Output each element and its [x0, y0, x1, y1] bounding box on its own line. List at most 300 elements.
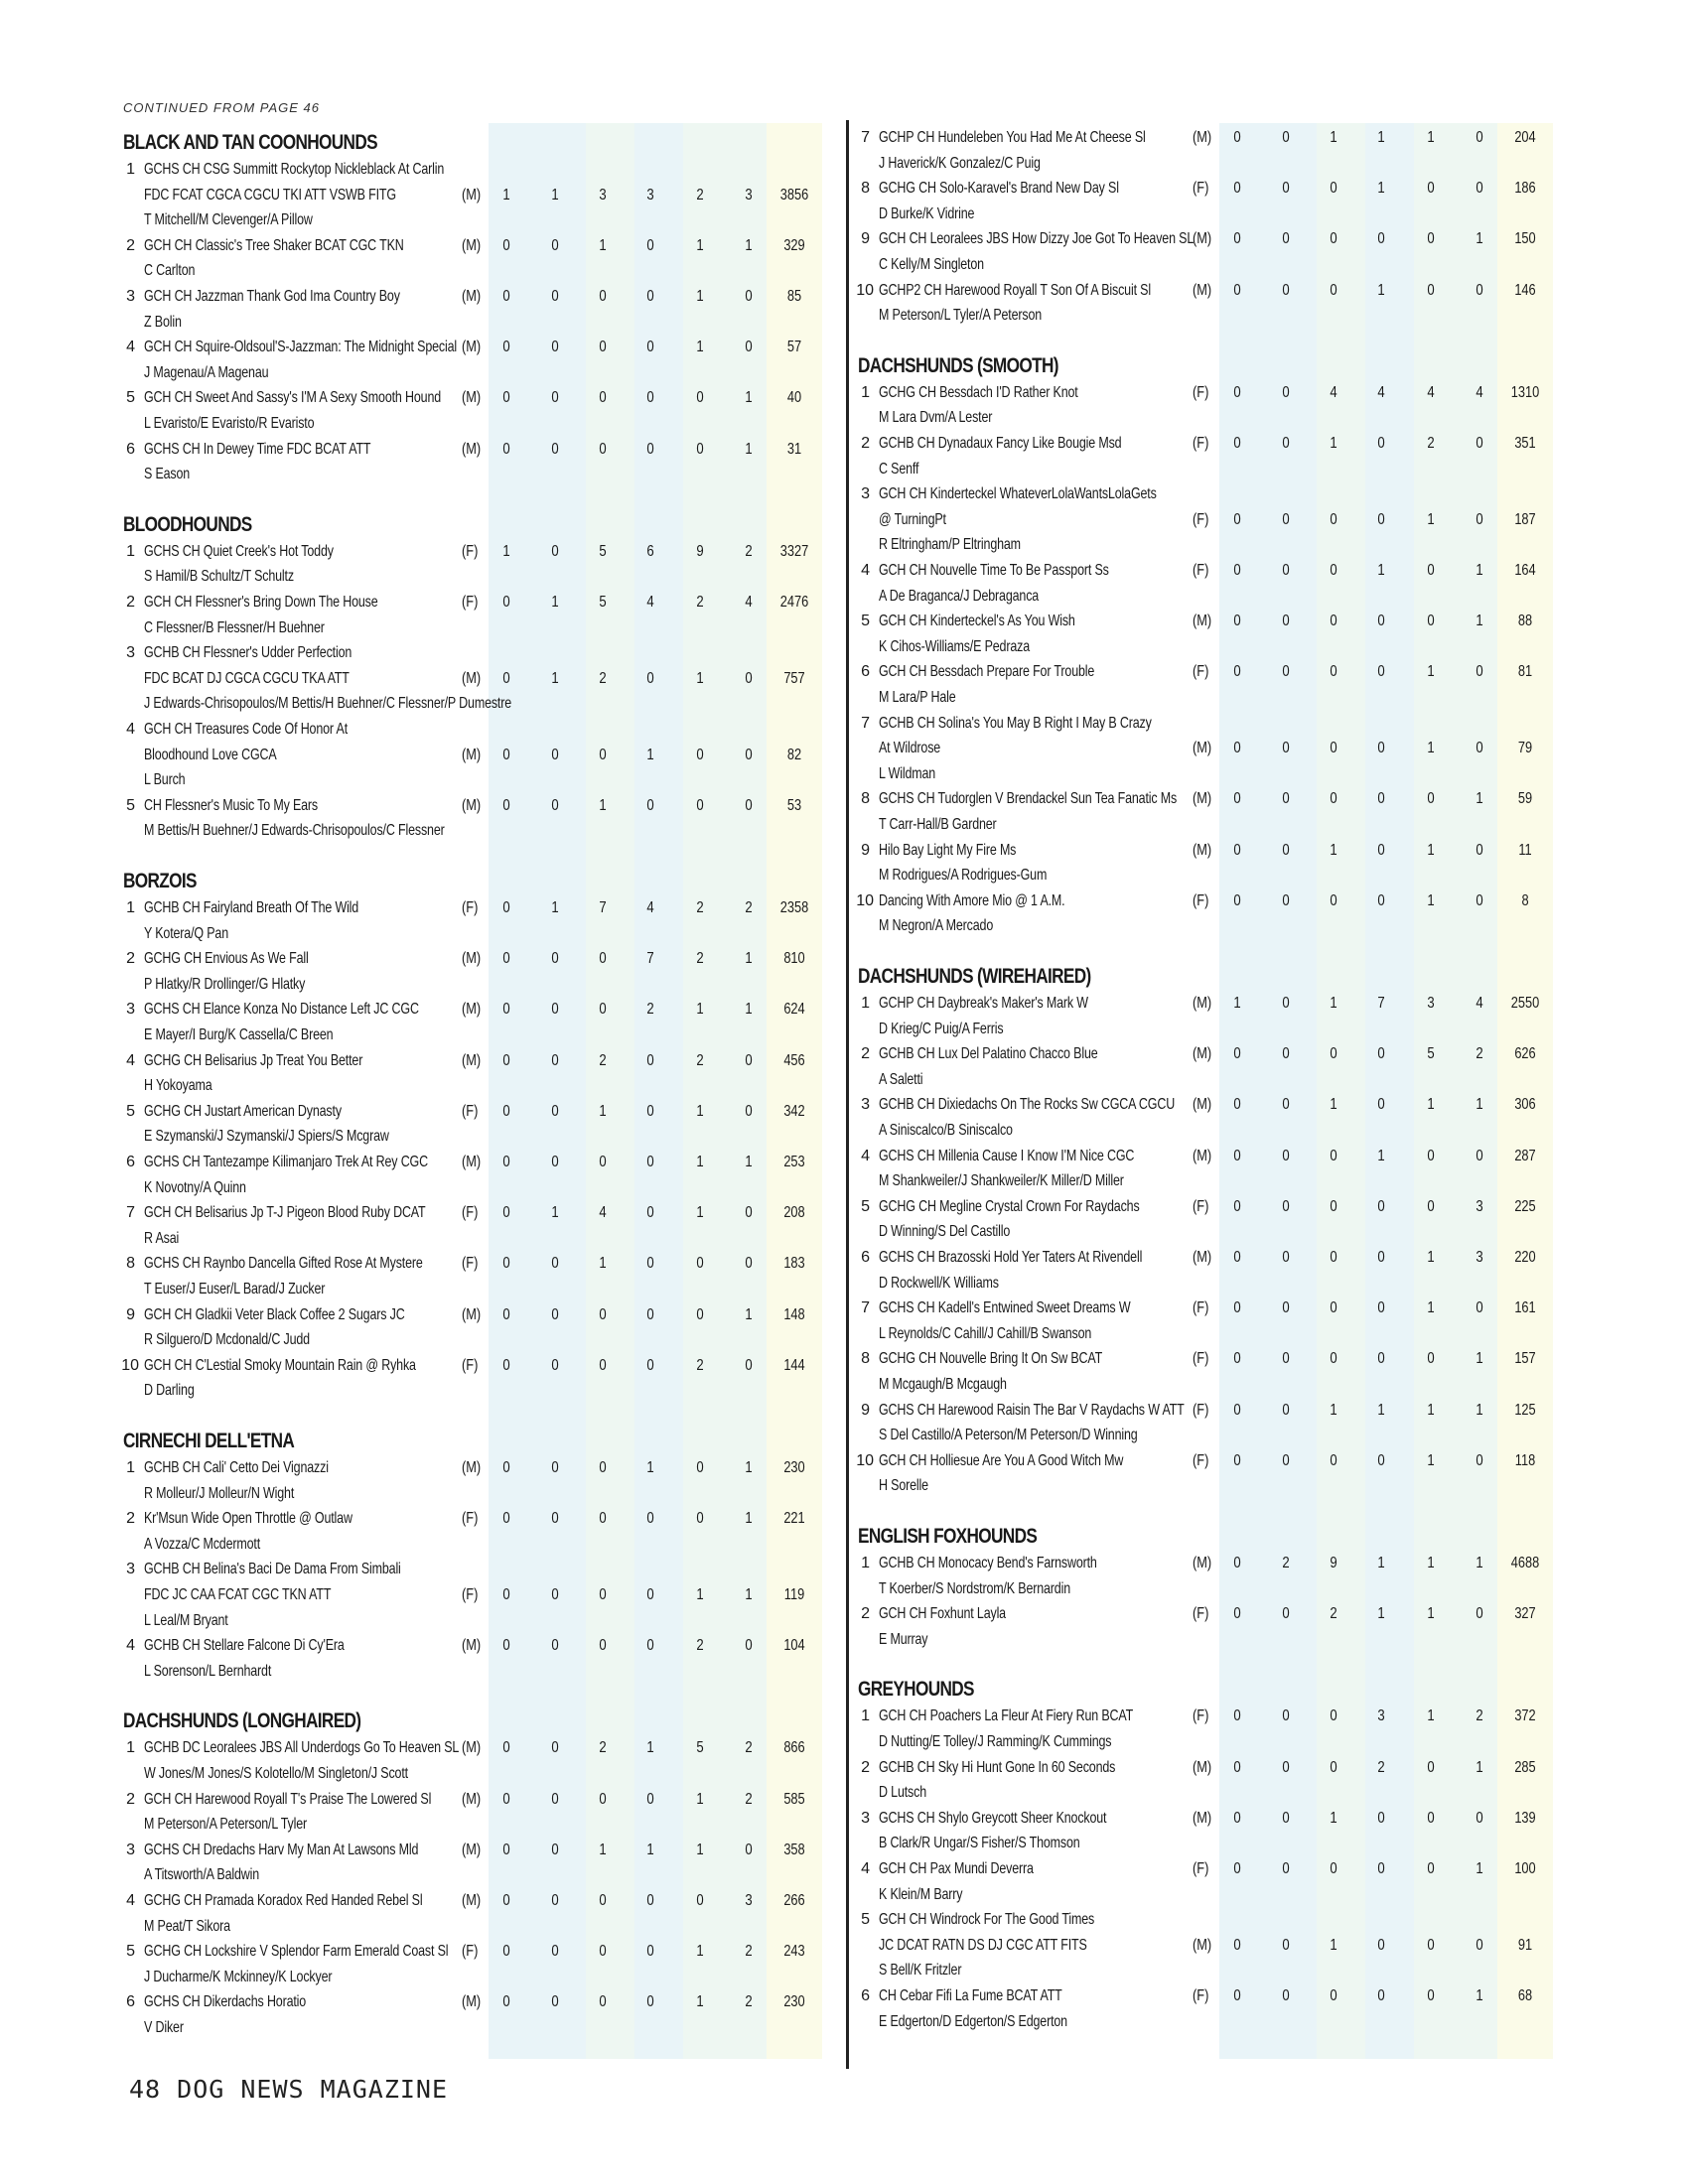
- entry-dog-name: GCHB CH Cali' Cetto Dei Vignazzi: [144, 1459, 329, 1476]
- entry-stat: 0: [1476, 1299, 1483, 1317]
- entry-sex: (F): [462, 1204, 479, 1222]
- entry-rank: 6: [126, 440, 135, 458]
- entry-sex: (M): [1193, 230, 1212, 248]
- entry-owners: M Bettis/H Buehner/J Edwards-Chrisopoulos/C Flessner: [144, 822, 445, 840]
- entry-stat: 0: [1282, 790, 1290, 808]
- entry-sex: (M): [462, 1637, 482, 1655]
- entry-rank: 4: [126, 1051, 135, 1069]
- entry-points: 342: [783, 1102, 805, 1120]
- entry-stat: 1: [1476, 1096, 1483, 1114]
- entry-stat: 7: [599, 899, 607, 916]
- entry-stat: 0: [1330, 663, 1337, 681]
- entry-stat: 0: [646, 1892, 654, 1909]
- entry-stat: 1: [745, 950, 753, 968]
- entry-owners: J Ducharme/K Mckinney/K Lockyer: [144, 1968, 333, 1985]
- entry-dog-name: GCH CH Pax Mundi Deverra: [879, 1860, 1034, 1877]
- entry-stat: 1: [599, 1255, 607, 1273]
- entry-stat: 0: [1282, 383, 1290, 401]
- entry-stat: 0: [1476, 510, 1483, 528]
- entry-stat: 1: [1427, 1401, 1435, 1419]
- entry-dog-name: GCH CH Leoralees JBS How Dizzy Joe Got To Heaven SL: [879, 230, 1195, 248]
- entry-stat: 0: [1282, 1809, 1290, 1827]
- entry-points: 327: [1514, 1605, 1536, 1623]
- entry-rank: 2: [861, 1045, 870, 1063]
- entry-points: 225: [1514, 1197, 1536, 1215]
- entry-dog-name: GCHS CH Dikerdachs Horatio: [144, 1993, 307, 2011]
- entry-stat: 0: [1233, 740, 1241, 757]
- entry-points: 68: [1517, 1987, 1533, 2004]
- entry-points: 139: [1514, 1809, 1536, 1827]
- entry-points: 85: [786, 288, 802, 305]
- entry-stat: 0: [646, 440, 654, 458]
- entry-stat: 0: [1330, 891, 1337, 909]
- entry-owners: C Senff: [879, 460, 919, 478]
- entry-rank: 7: [861, 714, 870, 732]
- entry-stat: 0: [502, 440, 510, 458]
- entry-stat: 0: [599, 1586, 607, 1603]
- entry-dog-name: GCHS CH Dredachs Harv My Man At Lawsons Mld: [144, 1841, 419, 1858]
- entry-owners: M Rodrigues/A Rodrigues-Gum: [879, 867, 1048, 885]
- entry-stat: 0: [502, 339, 510, 356]
- entry-stat: 9: [1330, 1555, 1337, 1571]
- entry-dog-name: FDC JC CAA FCAT CGC TKN ATT: [144, 1586, 332, 1603]
- entry-stat: 2: [696, 186, 704, 204]
- entry-rank: 1: [861, 383, 870, 401]
- entry-rank: 1: [126, 1739, 135, 1757]
- entry-stat: 0: [1282, 562, 1290, 579]
- entry-owners: E Edgerton/D Edgerton/S Edgerton: [879, 2012, 1067, 2030]
- entry-stat: 0: [599, 1993, 607, 2011]
- entry-rank: 2: [126, 1790, 135, 1808]
- entry-stat: 0: [745, 1841, 753, 1858]
- entry-stat: 0: [1377, 790, 1385, 808]
- entry-stat: 1: [1427, 1555, 1435, 1571]
- entry-stat: 1: [1427, 1605, 1435, 1623]
- entry-stat: 0: [599, 1305, 607, 1323]
- entry-stat: 0: [1282, 1197, 1290, 1215]
- entry-rank: 1: [861, 1707, 870, 1725]
- entry-stat: 0: [1282, 435, 1290, 452]
- entry-stat: 2: [696, 1637, 704, 1655]
- continued-note: CONTINUED FROM PAGE 46: [123, 100, 321, 115]
- entry-sex: (F): [1193, 383, 1209, 401]
- entry-stat: 0: [1427, 562, 1435, 579]
- entry-stat: 0: [1427, 1147, 1435, 1164]
- entry-dog-name: Kr'Msun Wide Open Throttle @ Outlaw: [144, 1510, 352, 1528]
- entry-points: 59: [1517, 790, 1533, 808]
- entry-owners: R Silguero/D Mcdonald/C Judd: [144, 1331, 310, 1349]
- entry-dog-name: GCH CH Gladkii Veter Black Coffee 2 Sugars JC: [144, 1305, 405, 1323]
- entry-stat: 1: [1377, 1605, 1385, 1623]
- entry-stat: 3: [1476, 1249, 1483, 1266]
- entry-points: 221: [783, 1510, 805, 1528]
- entry-stat: 1: [1476, 1987, 1483, 2004]
- entry-stat: 0: [1233, 1147, 1241, 1164]
- entry-stat: 2: [646, 1001, 654, 1019]
- entry-dog-name: GCHG CH Pramada Koradox Red Handed Rebel Sl: [144, 1892, 423, 1909]
- entry-dog-name: GCHS CH In Dewey Time FDC BCAT ATT: [144, 440, 371, 458]
- entry-stat: 0: [1330, 281, 1337, 299]
- entry-owners: S Bell/K Fritzler: [879, 1962, 962, 1979]
- entry-sex: (F): [1193, 180, 1209, 198]
- entry-stat: 0: [1233, 841, 1241, 859]
- entry-stat: 0: [1476, 180, 1483, 198]
- entry-stat: 1: [745, 389, 753, 407]
- entry-points: 2550: [1510, 995, 1540, 1012]
- entry-stat: 0: [1233, 1451, 1241, 1469]
- entry-owners: A Vozza/C Mcdermott: [144, 1535, 261, 1553]
- entry-stat: 0: [1330, 1197, 1337, 1215]
- entry-stat: 5: [1427, 1045, 1435, 1063]
- entry-points: 306: [1514, 1096, 1536, 1114]
- entry-sex: (F): [1193, 1401, 1209, 1419]
- entry-owners: E Murray: [879, 1630, 928, 1648]
- entry-dog-name: CH Cebar Fifi La Fume BCAT ATT: [879, 1987, 1062, 2004]
- entry-stat: 7: [1377, 995, 1385, 1012]
- entry-stat: 2: [1282, 1555, 1290, 1571]
- entry-stat: 9: [696, 542, 704, 560]
- entry-stat: 0: [1427, 281, 1435, 299]
- entry-stat: 4: [599, 1204, 607, 1222]
- entry-stat: 0: [696, 1305, 704, 1323]
- entry-stat: 0: [1330, 740, 1337, 757]
- entry-sex: (M): [1193, 281, 1212, 299]
- entry-stat: 3: [745, 1892, 753, 1909]
- entry-stat: 0: [1282, 1758, 1290, 1776]
- entry-owners: M Negron/A Mercado: [879, 917, 994, 935]
- entry-stat: 0: [745, 669, 753, 687]
- entry-owners: P Hlatky/R Drollinger/G Hlatky: [144, 975, 306, 993]
- entry-stat: 4: [1330, 383, 1337, 401]
- entry-rank: 3: [861, 1096, 870, 1114]
- entry-stat: 0: [745, 1637, 753, 1655]
- entry-dog-name: GCHS CH Tudorglen V Brendackel Sun Tea Fanatic Ms: [879, 790, 1178, 808]
- entry-dog-name: FDC BCAT DJ CGCA CGCU TKA ATT: [144, 669, 350, 687]
- entry-stat: 1: [1330, 1936, 1337, 1954]
- entry-stat: 3: [1427, 995, 1435, 1012]
- entry-stat: 0: [1330, 1451, 1337, 1469]
- entry-points: 866: [783, 1739, 805, 1757]
- entry-dog-name: At Wildrose: [879, 740, 941, 757]
- entry-stat: 0: [745, 746, 753, 763]
- entry-stat: 0: [1233, 1045, 1241, 1063]
- entry-stat: 0: [1233, 891, 1241, 909]
- entry-dog-name: GCHS CH Tantezampe Kilimanjaro Trek At Rey CGC: [144, 1154, 428, 1170]
- entry-owners: D Burke/K Vidrine: [879, 205, 975, 222]
- entry-stat: 0: [502, 796, 510, 814]
- entry-stat: 1: [1427, 129, 1435, 146]
- entry-sex: (M): [462, 1841, 482, 1858]
- entry-stat: 0: [646, 1154, 654, 1170]
- entry-stat: 2: [696, 1356, 704, 1374]
- entry-owners: J Magenau/A Magenau: [144, 363, 269, 381]
- entry-dog-name: GCH CH Windrock For The Good Times: [879, 1911, 1095, 1929]
- entry-rank: 5: [861, 1911, 870, 1929]
- entry-stat: 0: [1233, 1401, 1241, 1419]
- entry-stat: 0: [1427, 230, 1435, 248]
- entry-rank: 3: [861, 485, 870, 503]
- entry-stat: 3: [646, 186, 654, 204]
- entry-rank: 4: [861, 1860, 870, 1877]
- entry-sex: (M): [1193, 129, 1212, 146]
- entry-stat: 0: [599, 746, 607, 763]
- entry-points: 148: [783, 1305, 805, 1323]
- entry-stat: 0: [502, 1586, 510, 1603]
- entry-stat: 0: [1330, 510, 1337, 528]
- entry-sex: (F): [1193, 1605, 1209, 1623]
- entry-stat: 0: [646, 288, 654, 305]
- entry-points: 150: [1514, 230, 1536, 248]
- entry-dog-name: GCHG CH Nouvelle Bring It On Sw BCAT: [879, 1350, 1103, 1368]
- entry-stat: 0: [1282, 1045, 1290, 1063]
- entry-stat: 0: [502, 389, 510, 407]
- entry-dog-name: GCH CH Poachers La Fleur At Fiery Run BCAT: [879, 1707, 1134, 1725]
- entry-owners: R Molleur/J Molleur/N Wight: [144, 1484, 295, 1502]
- entry-rank: 7: [126, 1204, 135, 1222]
- entry-stat: 0: [1282, 1299, 1290, 1317]
- entry-sex: (M): [462, 1305, 482, 1323]
- entry-rank: 2: [126, 236, 135, 254]
- entry-stat: 0: [599, 1001, 607, 1019]
- entry-stat: 0: [1282, 129, 1290, 146]
- entry-owners: W Jones/M Jones/S Kolotello/M Singleton/J Scott: [144, 1765, 408, 1782]
- entry-sex: (F): [462, 1356, 479, 1374]
- entry-points: 372: [1514, 1707, 1536, 1725]
- entry-sex: (F): [1193, 1860, 1209, 1877]
- section-title: BLOODHOUNDS: [123, 512, 252, 536]
- entry-stat: 0: [1377, 1045, 1385, 1063]
- entry-dog-name: GCHS CH Shylo Greycott Sheer Knockout: [879, 1809, 1107, 1827]
- entry-stat: 0: [551, 1001, 559, 1019]
- entry-points: 287: [1514, 1147, 1536, 1164]
- entry-dog-name: GCHB CH Monocacy Bend's Farnsworth: [879, 1555, 1097, 1571]
- entry-stat: 0: [502, 1790, 510, 1808]
- entry-rank: 5: [126, 1102, 135, 1120]
- entry-stat: 1: [1476, 1350, 1483, 1368]
- entry-points: 31: [786, 440, 802, 458]
- entry-stat: 1: [1377, 562, 1385, 579]
- entry-points: 146: [1514, 281, 1536, 299]
- entry-sex: (M): [462, 1001, 482, 1019]
- entry-sex: (M): [1193, 790, 1212, 808]
- entry-stat: 0: [1233, 230, 1241, 248]
- entry-owners: V Diker: [144, 2019, 184, 2036]
- entry-dog-name: GCHG CH Lockshire V Splendor Farm Emerald Coast Sl: [144, 1943, 449, 1961]
- entry-stat: 1: [1476, 1555, 1483, 1571]
- entry-stat: 1: [745, 1305, 753, 1323]
- entry-points: 230: [783, 1993, 805, 2011]
- entry-stat: 0: [1282, 1096, 1290, 1114]
- entry-sex: (M): [462, 1993, 482, 2011]
- entry-dog-name: GCHG CH Solo-Karavel's Brand New Day Sl: [879, 180, 1119, 198]
- entry-stat: 0: [1330, 1987, 1337, 2004]
- entry-stat: 0: [1233, 1299, 1241, 1317]
- entry-stat: 1: [696, 1790, 704, 1808]
- entry-stat: 0: [1427, 1758, 1435, 1776]
- entry-stat: 0: [1282, 1350, 1290, 1368]
- entry-stat: 3: [1476, 1197, 1483, 1215]
- entry-owners: M Peat/T Sikora: [144, 1917, 230, 1935]
- entry-stat: 0: [599, 339, 607, 356]
- entry-sex: (M): [462, 440, 482, 458]
- entry-stat: 0: [646, 1586, 654, 1603]
- entry-dog-name: GCHB CH Flessner's Udder Perfection: [144, 644, 352, 662]
- entry-stat: 0: [551, 1790, 559, 1808]
- entry-stat: 0: [502, 1255, 510, 1273]
- entry-points: 161: [1514, 1299, 1536, 1317]
- entry-points: 456: [783, 1051, 805, 1069]
- entry-sex: (M): [1193, 1249, 1212, 1266]
- entry-stat: 1: [551, 1204, 559, 1222]
- entry-sex: (M): [1193, 740, 1212, 757]
- entry-rank: 6: [861, 1249, 870, 1266]
- entry-rank: 7: [861, 1299, 870, 1317]
- entry-stat: 0: [551, 1305, 559, 1323]
- section-title: DACHSHUNDS (LONGHAIRED): [123, 1709, 361, 1733]
- entry-stat: 0: [1233, 1860, 1241, 1877]
- entry-owners: L Wildman: [879, 764, 936, 782]
- entry-stat: 0: [1427, 1936, 1435, 1954]
- entry-stat: 0: [1330, 562, 1337, 579]
- entry-stat: 1: [745, 1459, 753, 1476]
- entry-rank: 5: [861, 1197, 870, 1215]
- entry-stat: 0: [551, 1459, 559, 1476]
- entry-owners: Z Bolin: [144, 313, 182, 331]
- entry-stat: 1: [1377, 1401, 1385, 1419]
- entry-dog-name: GCHP CH Daybreak's Maker's Mark W: [879, 995, 1088, 1012]
- entry-stat: 0: [599, 1892, 607, 1909]
- entry-stat: 0: [696, 389, 704, 407]
- entry-dog-name: GCH CH Kinderteckel's As You Wish: [879, 613, 1075, 630]
- entry-owners: J Edwards-Chrisopoulos/M Bettis/H Buehner/C Flessner/P Dumestre: [144, 695, 512, 713]
- entry-stat: 0: [1476, 891, 1483, 909]
- entry-rank: 9: [126, 1305, 135, 1323]
- entry-rank: 10: [121, 1356, 139, 1374]
- entry-stat: 0: [1282, 1707, 1290, 1725]
- entry-stat: 1: [1377, 1555, 1385, 1571]
- entry-sex: (F): [1193, 1987, 1209, 2004]
- entry-stat: 0: [502, 1001, 510, 1019]
- entry-stat: 0: [1233, 1249, 1241, 1266]
- entry-rank: 3: [126, 1001, 135, 1019]
- entry-stat: 0: [646, 236, 654, 254]
- entry-points: 626: [1514, 1045, 1536, 1063]
- entry-stat: 1: [696, 1943, 704, 1961]
- entry-stat: 2: [745, 1790, 753, 1808]
- entry-rank: 10: [856, 281, 874, 299]
- entry-stat: 1: [696, 1204, 704, 1222]
- entry-stat: 0: [502, 1459, 510, 1476]
- entry-stat: 1: [646, 1459, 654, 1476]
- entry-stat: 0: [551, 1739, 559, 1757]
- entry-stat: 4: [646, 899, 654, 916]
- entry-dog-name: GCH CH Foxhunt Layla: [879, 1605, 1006, 1623]
- entry-stat: 0: [502, 1154, 510, 1170]
- entry-stat: 4: [745, 594, 753, 611]
- entry-stat: 0: [696, 1459, 704, 1476]
- entry-stat: 0: [696, 746, 704, 763]
- entry-dog-name: GCHB CH Belina's Baci De Dama From Simbali: [144, 1561, 401, 1578]
- entry-stat: 0: [646, 1356, 654, 1374]
- entry-stat: 0: [551, 1993, 559, 2011]
- entry-rank: 8: [126, 1255, 135, 1273]
- entry-stat: 0: [1282, 1605, 1290, 1623]
- entry-sex: (F): [462, 542, 479, 560]
- entry-stat: 1: [696, 1586, 704, 1603]
- entry-stat: 0: [646, 796, 654, 814]
- entry-rank: 8: [861, 790, 870, 808]
- entry-points: 8: [1521, 891, 1529, 909]
- entry-rank: 1: [861, 995, 870, 1012]
- entry-stat: 0: [1282, 995, 1290, 1012]
- entry-rank: 9: [861, 230, 870, 248]
- entry-rank: 4: [126, 721, 135, 738]
- entry-rank: 5: [126, 1943, 135, 1961]
- entry-dog-name: GCHG CH Belisarius Jp Treat You Better: [144, 1051, 363, 1069]
- entry-sex: (F): [1193, 1197, 1209, 1215]
- entry-dog-name: Hilo Bay Light My Fire Ms: [879, 841, 1017, 859]
- entry-sex: (M): [462, 746, 482, 763]
- entry-points: 757: [783, 669, 805, 687]
- entry-stat: 0: [1377, 230, 1385, 248]
- entry-stat: 2: [745, 1943, 753, 1961]
- entry-sex: (F): [462, 899, 479, 916]
- entry-owners: M Peterson/L Tyler/A Peterson: [879, 307, 1043, 325]
- entry-sex: (M): [462, 1790, 482, 1808]
- entry-points: 82: [786, 746, 802, 763]
- entry-stat: 0: [1427, 790, 1435, 808]
- entry-stat: 0: [1282, 1401, 1290, 1419]
- entry-rank: 10: [856, 891, 874, 909]
- entry-sex: (F): [462, 1510, 479, 1528]
- entry-stat: 0: [1233, 1197, 1241, 1215]
- entry-stat: 1: [1427, 1249, 1435, 1266]
- entry-rank: 4: [126, 339, 135, 356]
- entry-points: 358: [783, 1841, 805, 1858]
- entry-dog-name: GCHG CH Megline Crystal Crown For Raydachs: [879, 1197, 1140, 1215]
- entry-owners: A De Braganca/J Debraganca: [879, 587, 1040, 605]
- entry-owners: D Darling: [144, 1382, 195, 1400]
- entry-dog-name: GCH CH Kinderteckel WhateverLolaWantsLolaGets: [879, 485, 1157, 503]
- entry-stat: 2: [745, 542, 753, 560]
- entry-sex: (M): [462, 339, 482, 356]
- entry-stat: 0: [1476, 1936, 1483, 1954]
- entry-stat: 0: [502, 594, 510, 611]
- entry-stat: 1: [502, 542, 510, 560]
- entry-rank: 4: [126, 1637, 135, 1655]
- entry-owners: M Mcgaugh/B Mcgaugh: [879, 1376, 1007, 1393]
- entry-stat: 0: [1233, 1987, 1241, 2004]
- entry-stat: 1: [1476, 790, 1483, 808]
- page-footer: 48 DOG NEWS MAGAZINE: [129, 2075, 449, 2104]
- entry-owners: D Krieg/C Puig/A Ferris: [879, 1020, 1004, 1037]
- entry-points: 266: [783, 1892, 805, 1909]
- entry-stat: 0: [1377, 1299, 1385, 1317]
- entry-rank: 1: [126, 899, 135, 916]
- entry-owners: A Titsworth/A Baldwin: [144, 1866, 260, 1884]
- entry-rank: 3: [861, 1809, 870, 1827]
- entry-stat: 0: [745, 1204, 753, 1222]
- entry-owners: Y Kotera/Q Pan: [144, 924, 229, 942]
- entry-sex: (M): [462, 186, 482, 204]
- entry-stat: 1: [1476, 230, 1483, 248]
- entry-owners: L Evaristo/E Evaristo/R Evaristo: [144, 415, 315, 432]
- entry-sex: (F): [1193, 1299, 1209, 1317]
- entry-stat: 5: [599, 542, 607, 560]
- entry-points: 230: [783, 1459, 805, 1476]
- entry-stat: 1: [1330, 1401, 1337, 1419]
- entry-rank: 6: [126, 1993, 135, 2011]
